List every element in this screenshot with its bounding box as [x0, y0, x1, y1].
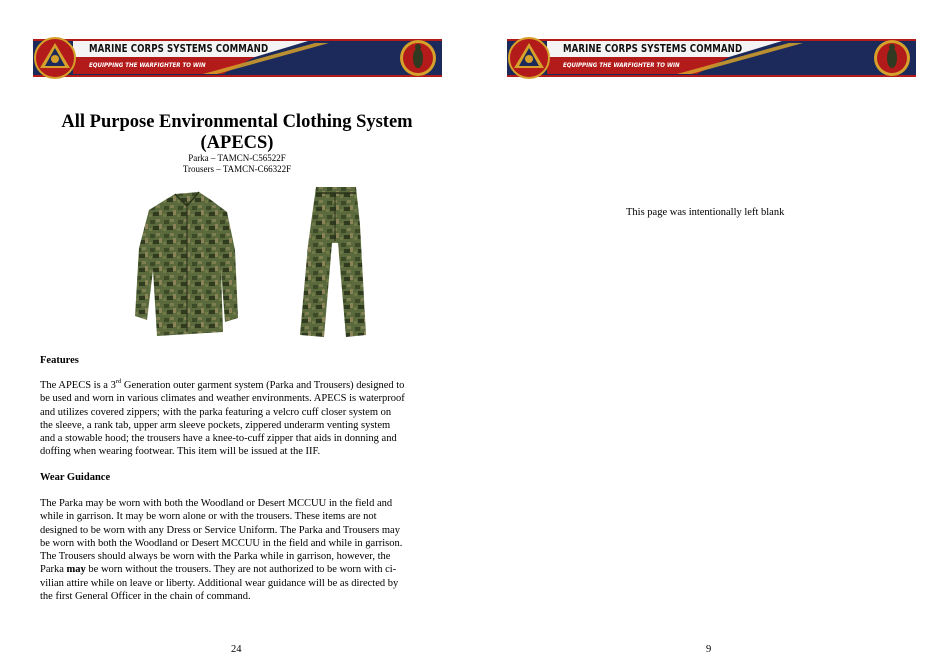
parka-tamcn: Parka – TAMCN-C56522F [188, 153, 286, 163]
features-paragraph [40, 379, 440, 459]
banner-subtitle: EQUIPPING THE WARFIGHTER TO WIN [89, 61, 206, 69]
wear-line-6: Parka may be worn without the trousers. They are not authorized to be worn with ci- [40, 564, 397, 576]
left-page-number: 24 [231, 644, 242, 655]
features-line-1: The APECS is a 3rd Generation outer garment system (Parka and Trousers) designed to [40, 378, 405, 391]
right-page-number: 9 [706, 644, 712, 655]
features-line: and a stowable hood; the trousers have a knee-to-cuff zipper that aids in donning and [40, 433, 397, 445]
banner-title: MARINE CORPS SYSTEMS COMMAND [563, 43, 743, 55]
wear-line: be worn with both the Woodland or Desert MCCUU in the field and while in garrison. [40, 537, 403, 549]
wear-line: the first General Officer in the chain of command. [40, 591, 251, 603]
features-heading: Features [40, 355, 79, 366]
trousers-photo [298, 185, 370, 339]
blank-page-note: This page was intentionally left blank [626, 207, 785, 218]
features-line: and utilizes covered zippers; with the parka featuring a velcro cuff closer system on [40, 406, 392, 418]
wear-guidance-paragraph [40, 497, 440, 603]
wear-line: designed to be worn with any Dress or Service Uniform. The Parka and Trousers may [40, 524, 400, 536]
wear-guidance-heading: Wear Guidance [40, 472, 111, 483]
wear-line: while in garrison. It may be worn alone or with the trousers. These items are not [40, 511, 377, 523]
wear-line: The Trousers should always be worn with the Parka while in garrison, however, the [40, 551, 391, 563]
wear-line: The Parka may be worn with both the Woodland or Desert MCCUU in the field and [40, 498, 393, 509]
parka-photo [135, 190, 239, 338]
features-line: the sleeve, a rank tab, upper arm sleeve pockets, zippered underarm venting system [40, 419, 391, 431]
trousers-tamcn: Trousers – TAMCN-C66322F [182, 164, 292, 174]
banner-subtitle: EQUIPPING THE WARFIGHTER TO WIN [563, 61, 680, 69]
features-line: doffing when wearing footwear. This item will be issued at the IIF. [40, 446, 321, 458]
features-line: be used and worn in various climates and weather environments. APECS is waterproof [40, 393, 405, 405]
document-title-acronym: (APECS) [200, 133, 274, 153]
wear-line: vilian attire while on leave or liberty. Additional wear guidance will be as directed by [40, 577, 399, 589]
header-banner-right [507, 37, 916, 79]
document-title: All Purpose Environmental Clothing System [61, 112, 413, 132]
banner-title: MARINE CORPS SYSTEMS COMMAND [89, 43, 269, 55]
header-banner [33, 37, 442, 79]
